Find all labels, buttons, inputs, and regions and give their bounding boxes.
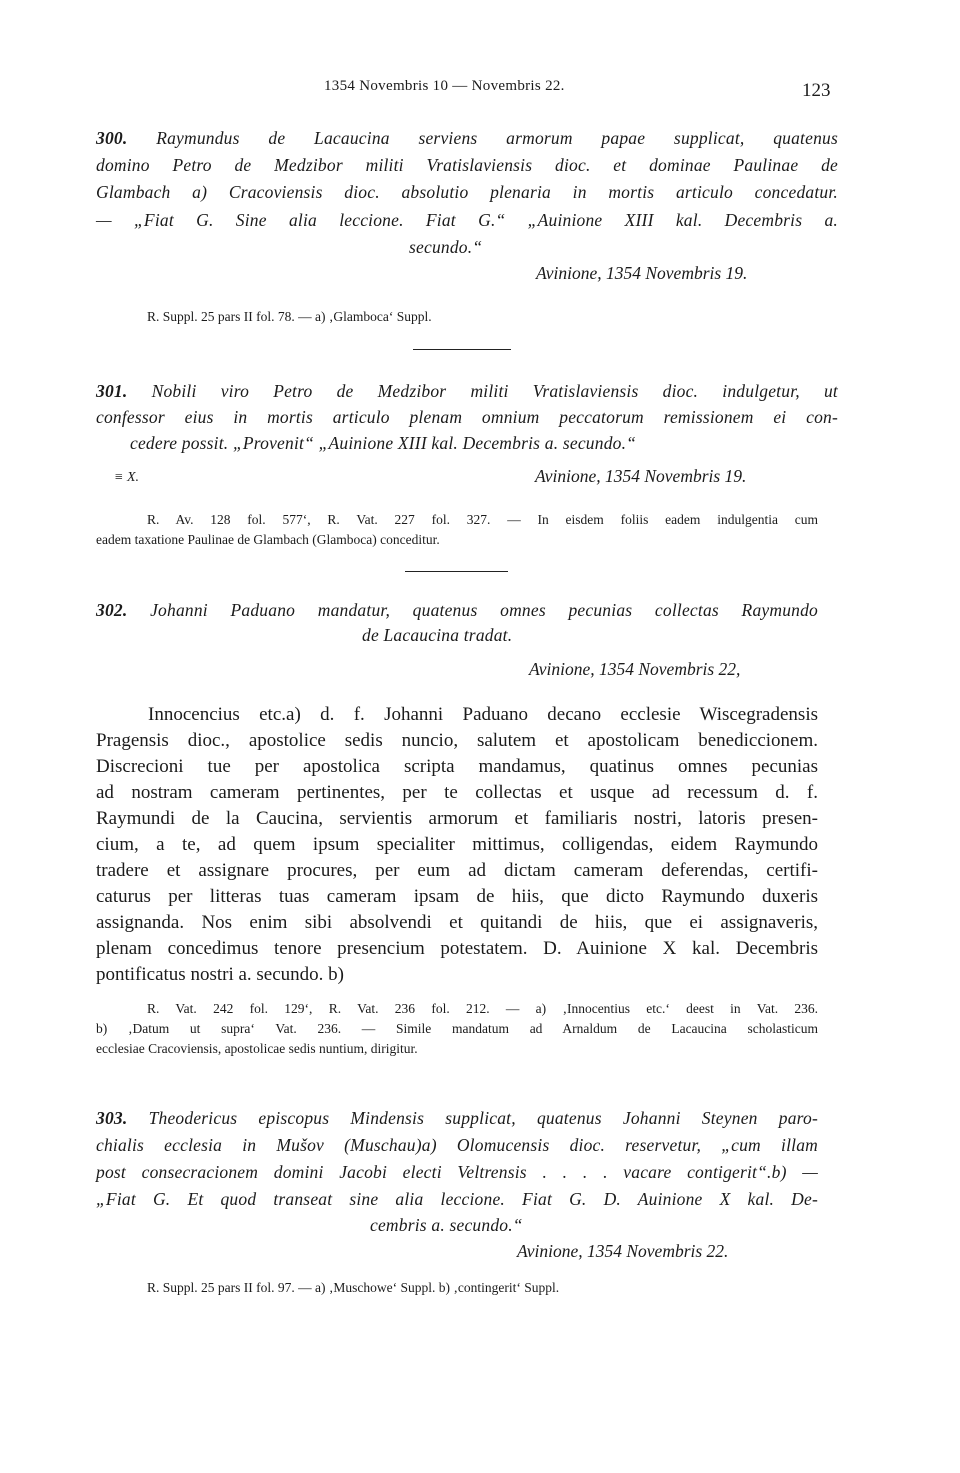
letter-line-11: pontificatus nostri a. secundo. b) (96, 964, 345, 985)
entry-301-date: Avinione, 1354 Novembris 19. (535, 466, 747, 486)
entry-number: 300. (96, 128, 128, 148)
entry-text: Johanni Paduano mandatur, quatenus omnes pecunias collectas Raymundo (150, 600, 819, 620)
entry-number: 303. (96, 1108, 128, 1128)
separator-rule (405, 571, 508, 572)
entry-303-line-2: chialis ecclesia in Mušov (Muschau)a) Olomucensis dioc. reservetur, „cum illam (96, 1135, 818, 1155)
letter-line-7: tradere et assignare procures, per eum ad dictam cameram deferendas, certifi- (96, 860, 818, 881)
entry-302-line-1 (96, 600, 818, 621)
entry-301-line-1 (96, 381, 838, 402)
letter-line-6: cium, a te, ad quem ipsum specialiter mittimus, colligendas, eidem Raymundo (96, 834, 818, 855)
entry-301-source-1: R. Av. 128 fol. 577‘, R. Vat. 227 fol. 327. — In eisdem foliis eadem indulgentia cum (147, 512, 818, 527)
letter-line-9: assignanda. Nos enim sibi absolvendi et quitandi de hiis, que ei assignaveris, (96, 912, 818, 933)
entry-300-line-3: Glambach a) Cracoviensis dioc. absolutio plenaria in mortis articulo concedatur. (96, 182, 838, 202)
letter-line-8: caturus per litteras tuas cameram ipsam de hiis, que dicto Raymundo duxeris (96, 886, 818, 907)
entry-text: Raymundus de Lacaucina serviens armorum papae supplicat, quatenus (156, 128, 839, 148)
entry-302-source-3: ecclesiae Cracoviensis, apostolicae sedis nuntium, dirigitur. (96, 1041, 418, 1056)
entry-301-source-2: eadem taxatione Paulinae de Glambach (Glamboca) conceditur. (96, 532, 440, 547)
entry-number: 301. (96, 381, 128, 401)
marginal-mark: ≡ X. (114, 470, 139, 485)
entry-300-source: R. Suppl. 25 pars II fol. 78. — a) ‚Glamboca‘ Suppl. (147, 309, 432, 324)
entry-302-date: Avinione, 1354 Novembris 22, (529, 659, 741, 679)
running-title: 1354 Novembris 10 — Novembris 22. (324, 78, 565, 94)
entry-text: Theodericus episcopus Mindensis supplicat, quatenus Johanni Steynen paro- (148, 1108, 818, 1128)
entry-301-line-2: confessor eius in mortis articulo plenam omnium peccatorum remissionem ei con- (96, 407, 838, 427)
entry-303-source: R. Suppl. 25 pars II fol. 97. — a) ‚Muschowe‘ Suppl. b) ‚contingerit‘ Suppl. (147, 1280, 560, 1295)
letter-line-5: Raymundi de la Caucina, servientis armorum et familiaris nostri, latoris presen- (96, 808, 818, 829)
letter-line-3: Discrecioni tue per apostolica scripta mandamus, quatinus omnes pecunias (96, 756, 818, 777)
letter-line-1: Innocencius etc.a) d. f. Johanni Paduano decano ecclesie Wiscegradensis (148, 704, 818, 725)
entry-303-line-1 (96, 1108, 818, 1129)
entry-302-source-1: R. Vat. 242 fol. 129‘, R. Vat. 236 fol. 212. — a) ‚Innocentius etc.‘ deest in Vat. 236. (147, 1001, 818, 1016)
entry-303-line-3: post consecracionem domini Jacobi electi Veltrensis . . . . vacare contigerit“.b) — (96, 1162, 818, 1182)
entry-303-date: Avinione, 1354 Novembris 22. (517, 1241, 729, 1261)
entry-302-line-2: de Lacaucina tradat. (362, 625, 513, 645)
entry-number: 302. (96, 600, 128, 620)
entry-303-line-4: „Fiat G. Et quod transeat sine alia leccione. Fiat G. D. Auinione X kal. De- (96, 1189, 818, 1209)
entry-300-line-5: secundo.“ (409, 237, 483, 257)
entry-300-line-1 (96, 128, 838, 149)
entry-300-line-2: domino Petro de Medzibor militi Vratislaviensis dioc. et dominae Paulinae de (96, 155, 838, 175)
entry-301-line-3: cedere possit. „Provenit“ „Auinione XIII kal. Decembris a. secundo.“ (130, 433, 637, 453)
letter-line-10: plenam concedimus tenore presencium potestatem. D. Auinione X kal. Decembris (96, 938, 818, 959)
entry-303-line-5: cembris a. secundo.“ (370, 1215, 523, 1235)
entry-text: Nobili viro Petro de Medzibor militi Vratislaviensis dioc. indulgetur, ut (151, 381, 838, 401)
entry-302-source-2: b) ‚Datum ut supra‘ Vat. 236. — Simile mandatum ad Arnaldum de Lacaucina scholasticum (96, 1021, 818, 1036)
page-number: 123 (802, 80, 831, 101)
entry-300-date: Avinione, 1354 Novembris 19. (536, 263, 748, 283)
entry-300-line-4: — „Fiat G. Sine alia leccione. Fiat G.“ „Auinione XIII kal. Decembris a. (96, 210, 838, 230)
letter-line-4: ad nostram cameram pertinentes, per te collectas et usque ad recessum d. f. (96, 782, 818, 803)
letter-line-2: Pragensis dioc., apostolice sedis nuncio, salutem et apostolicam benediccionem. (96, 730, 818, 751)
separator-rule (413, 349, 511, 350)
